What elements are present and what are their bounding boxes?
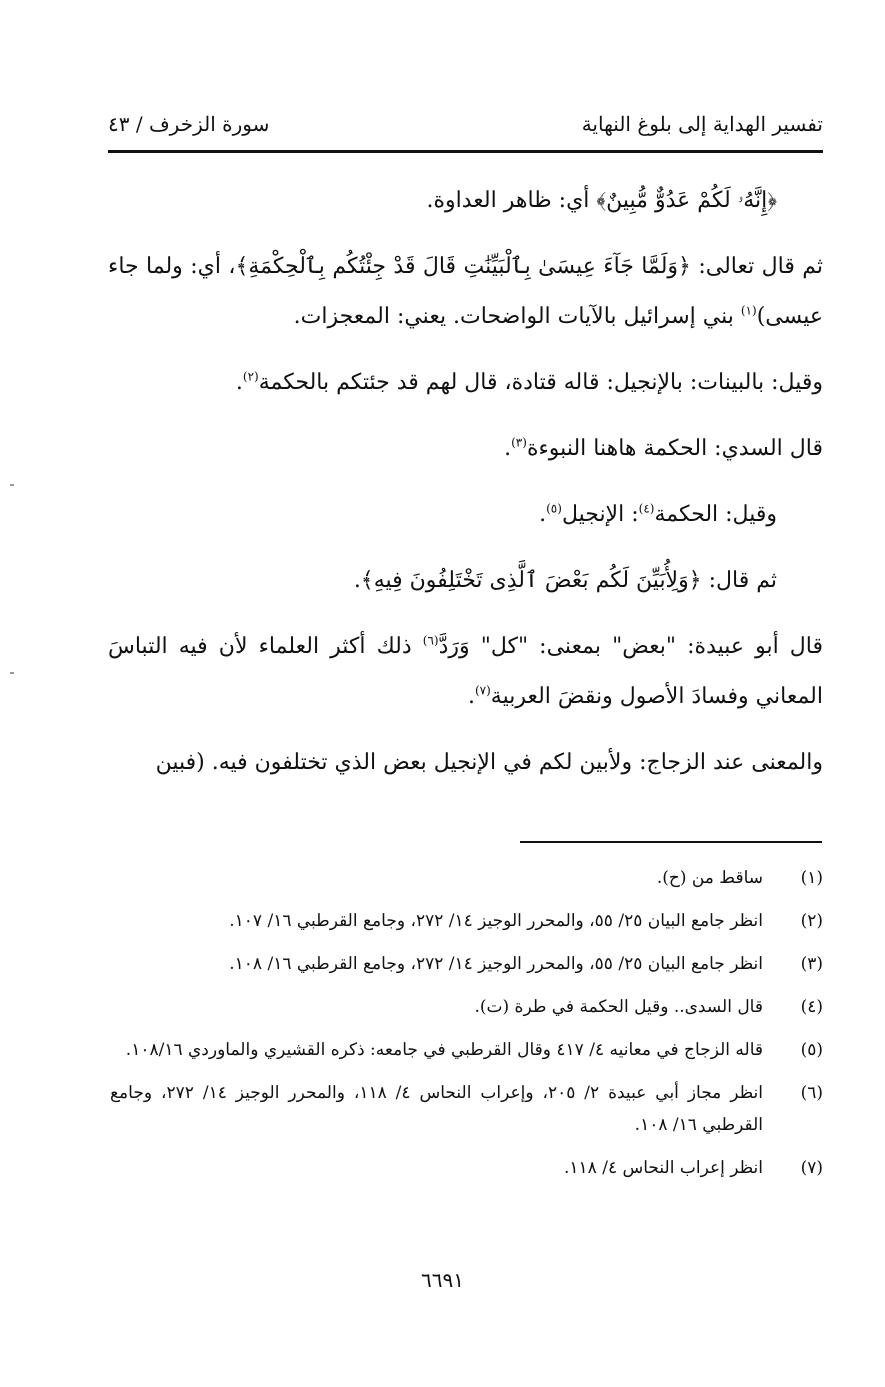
footnote-ref-3: (٣)	[511, 435, 527, 450]
footnote-number: (٧)	[800, 1158, 823, 1178]
footnote-text: قاله الزجاج في معانيه ٤/ ٤١٧ وقال القرطبي في جامعه: ذكره القشيري والماوردي ١٠٨/١٦.	[125, 1040, 763, 1060]
header-rule	[108, 150, 823, 153]
footnote-item	[110, 991, 823, 1023]
footnote-text: انظر مجاز أبي عبيدة ٢/ ٢٠٥، وإعراب النحاس ٤/ ١١٨، والمحرر الوجيز ١٤/ ٢٧٢، وجامع القرطبي ١٦/ ١٠٨.	[110, 1083, 764, 1135]
footnote-text: قال السدى.. وقيل الحكمة في طرة (ت).	[474, 997, 763, 1017]
paragraph-7: قال أبو عبيدة: "بعض" بمعنى: "كل" وَرَدَّ$^{(٦)}$ ذلك أكثر العلماء لأن فيه التباسَ المعاني وفسادَ الأصول ونقضَ العربية$^{(٧)}$.	[108, 633, 824, 709]
paragraph-5: وقيل: الحكمة$^{(٤)}$: الإنجيل$^{(٥)}$.	[539, 501, 777, 527]
footnote-text: ساقط من (ح).	[656, 868, 763, 888]
footnote-rule	[520, 841, 822, 843]
scan-speck	[10, 672, 14, 674]
surah-info: سورة الزخرف / ٤٣	[108, 112, 270, 136]
paragraph-8: والمعنى عند الزجاج: ولأبين لكم في الإنجيل بعض الذي تختلفون فيه. (فبين	[155, 750, 823, 775]
paragraph-2: ثم قال تعالى: ﴿وَلَمَّا جَآءَ عِيسَىٰ بِٱلْبَيِّنَٰتِ قَالَ قَدْ جِئْتُكُم بِٱلْحِكْمَةِ﴾، أي: ولما جاء عيسى)$^{(١)}$ بني إسرائيل بالآيات الواضحات. يعني: المعجزات.	[108, 254, 823, 329]
footnote-number: (٤)	[800, 997, 823, 1017]
footnote-text: انظر جامع البيان ٢٥/ ٥٥، والمحرر الوجيز ١٤/ ٢٧٢، وجامع القرطبي ١٦/ ١٠٧.	[229, 911, 763, 931]
footnote-item	[110, 1152, 823, 1184]
main-text	[108, 176, 823, 788]
page-number: ٦٦٩١	[421, 1268, 464, 1292]
footnote-text: انظر جامع البيان ٢٥/ ٥٥، والمحرر الوجيز ١٤/ ٢٧٢، وجامع القرطبي ١٦/ ١٠٨.	[229, 954, 763, 974]
footnote-number: (٢)	[800, 911, 823, 931]
paragraph-4: قال السدي: الحكمة هاهنا النبوءة$^{(٣)}$.	[504, 435, 823, 461]
footnote-item	[110, 948, 823, 980]
footnote-item	[110, 862, 823, 894]
running-header	[108, 112, 823, 148]
footnote-number: (١)	[800, 868, 823, 888]
footnote-number: (٥)	[800, 1040, 823, 1060]
paragraph-1: ﴿إِنَّهُۥ لَكُمْ عَدُوٌّ مُّبِينٌ﴾ أي: ظاهر العداوة.	[426, 188, 777, 213]
scan-speck	[10, 484, 14, 486]
footnote-ref-4: (٤)	[638, 501, 655, 516]
footnote-ref-1: (١)	[740, 303, 757, 318]
footnote-ref-7: (٧)	[474, 683, 491, 698]
footnote-number: (٣)	[800, 954, 823, 974]
footnote-ref-5: (٥)	[546, 501, 562, 516]
footnotes	[110, 862, 823, 1195]
book-title: تفسير الهداية إلى بلوغ النهاية	[581, 112, 823, 136]
footnote-ref-6: (٦)	[422, 633, 439, 648]
paragraph-6: ثم قال: ﴿وَلِأُبَيِّنَ لَكُم بَعْضَ ٱلَّذِى تَخْتَلِفُونَ فِيهِ﴾.	[353, 568, 777, 593]
footnote-item	[110, 1077, 823, 1141]
footnote-item	[110, 1034, 823, 1066]
footnote-text: انظر إعراب النحاس ٤/ ١١٨.	[564, 1158, 763, 1178]
footnote-number: (٦)	[800, 1083, 823, 1103]
paragraph-3: وقيل: بالبينات: بالإنجيل: قاله قتادة، قال لهم قد جئتكم بالحكمة$^{(٢)}$.	[235, 369, 823, 395]
footnote-ref-2: (٢)	[242, 369, 259, 384]
footnote-item	[110, 905, 823, 937]
